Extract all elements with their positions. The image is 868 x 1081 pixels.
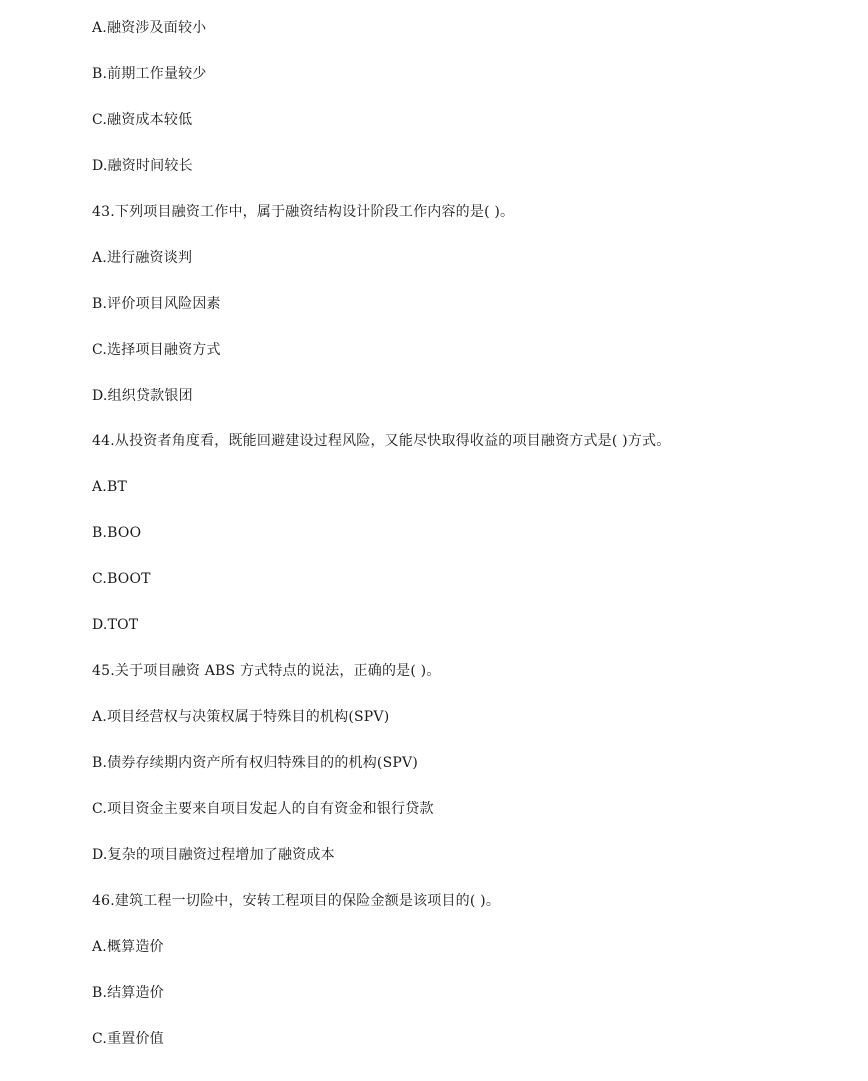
- option-c-q46: C.重置价值: [92, 1030, 164, 1047]
- question-43: 43.下列项目融资工作中，属于融资结构设计阶段工作内容的是( )。: [92, 203, 515, 220]
- option-a-q46: A.概算造价: [92, 938, 164, 955]
- document-body: [92, 17, 832, 1074]
- option-d-q44: D.TOT: [92, 617, 139, 634]
- option-b-q44: B.BOO: [92, 525, 142, 542]
- option-b-q45: B.债券存续期内资产所有权归特殊目的的机构(SPV): [92, 755, 418, 771]
- question-46: 46.建筑工程一切险中，安转工程项目的保险金额是该项目的( )。: [92, 892, 501, 909]
- option-c-q44: C.BOOT: [92, 571, 151, 588]
- option-b-q42: B.前期工作量较少: [92, 65, 207, 82]
- question-44: 44.从投资者角度看，既能回避建设过程风险，又能尽快取得收益的项目融资方式是( )方式。: [92, 433, 671, 450]
- option-d-q45: D.复杂的项目融资过程增加了融资成本: [92, 846, 335, 863]
- option-c-q45: C.项目资金主要来自项目发起人的自有资金和银行贷款: [92, 800, 434, 817]
- option-d-q43: D.组织贷款银团: [92, 387, 193, 404]
- question-45: 45.关于项目融资 ABS 方式特点的说法，正确的是( )。: [92, 663, 441, 680]
- option-a-q44: A.BT: [92, 479, 127, 496]
- option-c-q43: C.选择项目融资方式: [92, 341, 221, 358]
- option-b-q43: B.评价项目风险因素: [92, 295, 221, 312]
- option-b-q46: B.结算造价: [92, 984, 164, 1001]
- option-d-q42: D.融资时间较长: [92, 157, 193, 174]
- option-a-q43: A.进行融资谈判: [92, 249, 193, 266]
- option-c-q42: C.融资成本较低: [92, 111, 193, 128]
- option-a-q42: A.融资涉及面较小: [92, 20, 207, 36]
- option-a-q45: A.项目经营权与决策权属于特殊目的机构(SPV): [92, 709, 390, 726]
